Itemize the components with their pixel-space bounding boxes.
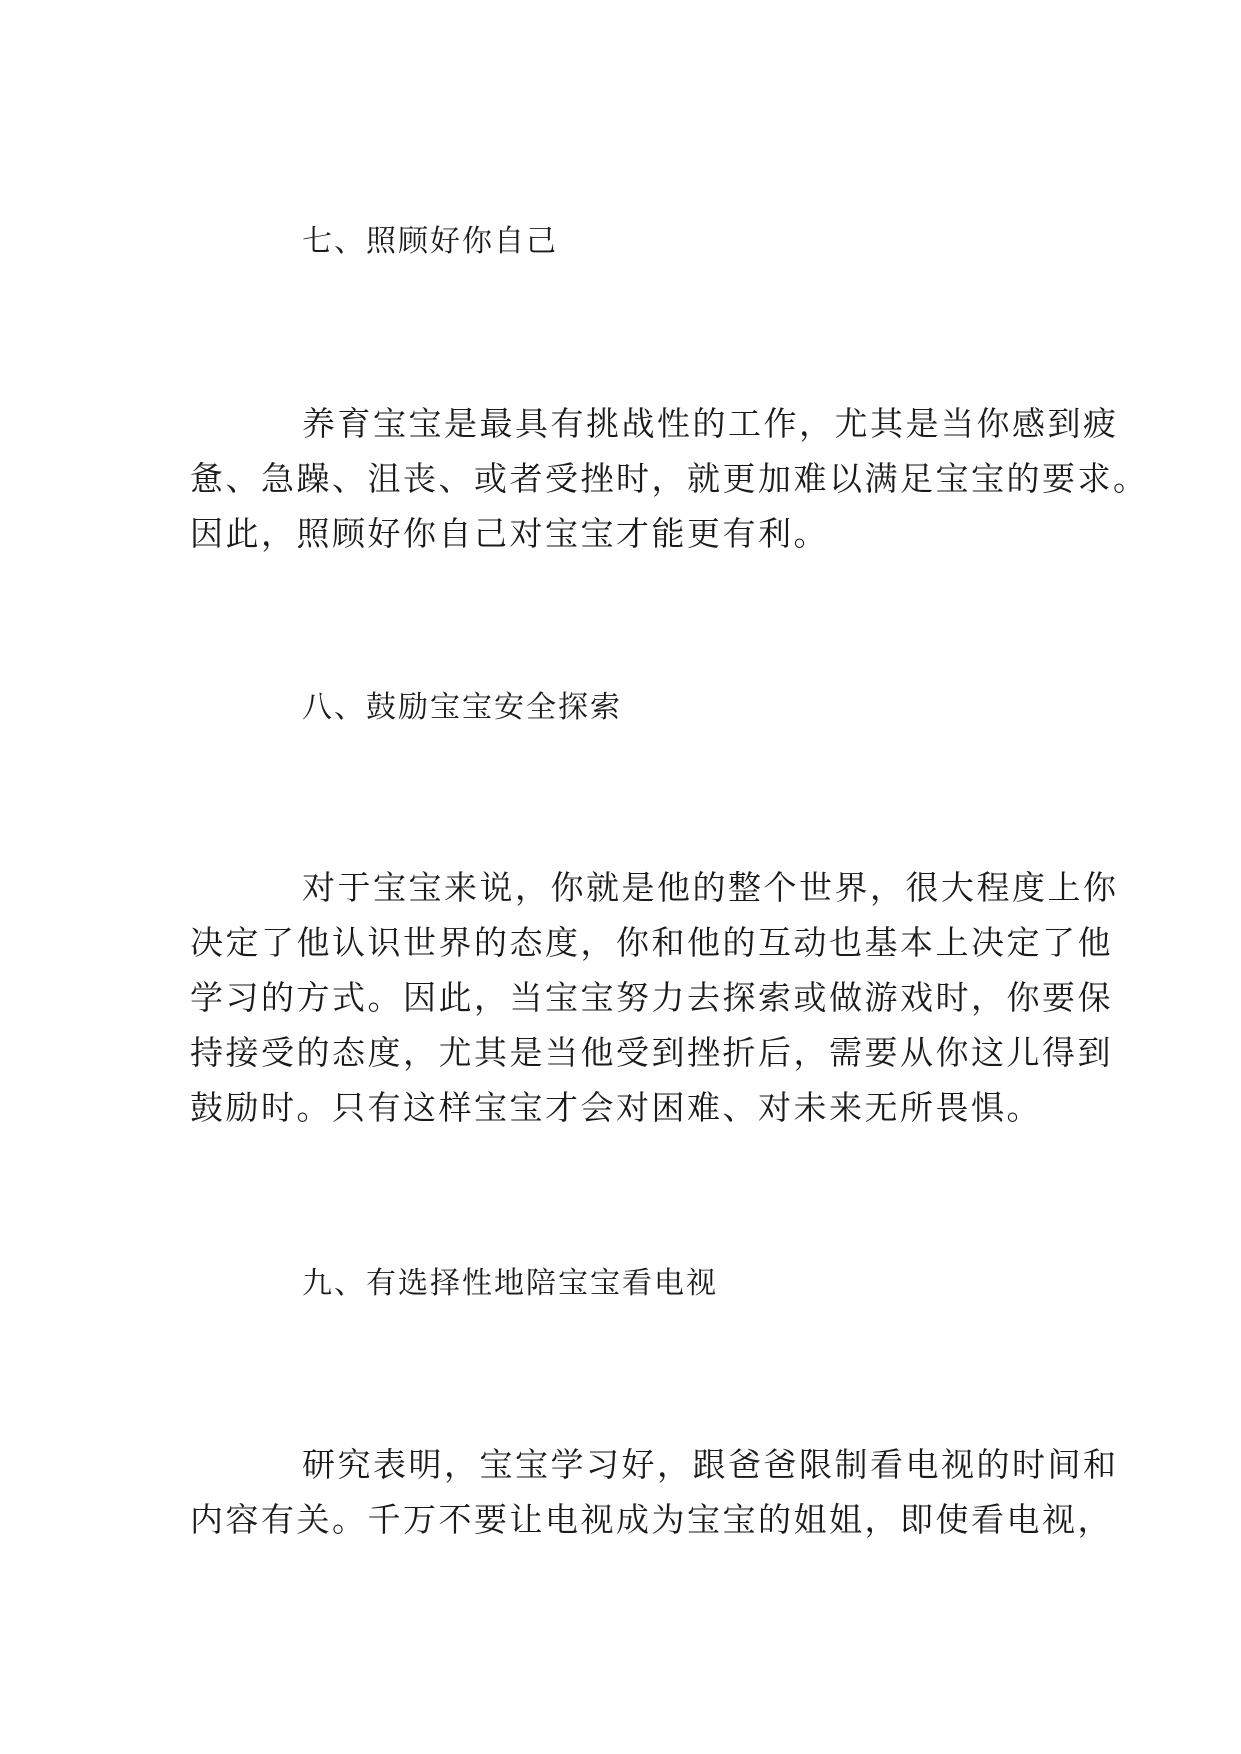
section-heading-9: 九、有选择性地陪宝宝看电视 — [302, 1266, 718, 1301]
section-heading-8: 八、鼓励宝宝安全探索 — [302, 690, 622, 725]
paragraph-line: 鼓励时。只有这样宝宝才会对困难、对未来无所畏惧。 — [190, 1088, 1042, 1127]
paragraph-line: 惫、急躁、沮丧、或者受挫时，就更加难以满足宝宝的要求。 — [190, 459, 1149, 498]
paragraph-line: 持接受的态度，尤其是当他受到挫折后，需要从你这儿得到 — [190, 1033, 1113, 1072]
paragraph-line: 内容有关。千万不要让电视成为宝宝的姐姐，即使看电视， — [190, 1500, 1113, 1539]
paragraph-line: 养育宝宝是最具有挑战性的工作，尤其是当你感到疲 — [302, 404, 1119, 443]
paragraph-line: 因此，照顾好你自己对宝宝才能更有利。 — [190, 514, 829, 553]
section-heading-7: 七、照顾好你自己 — [302, 224, 558, 259]
paragraph-line: 决定了他认识世界的态度，你和他的互动也基本上决定了他 — [190, 923, 1113, 962]
section-paragraph-9 — [190, 1437, 1119, 1547]
paragraph-line: 研究表明，宝宝学习好，跟爸爸限制看电视的时间和 — [302, 1445, 1119, 1484]
paragraph-line: 学习的方式。因此，当宝宝努力去探索或做游戏时，你要保 — [190, 978, 1113, 1017]
section-paragraph-8 — [190, 860, 1119, 1135]
paragraph-line: 对于宝宝来说，你就是他的整个世界，很大程度上你 — [302, 868, 1119, 907]
section-paragraph-7 — [190, 396, 1149, 561]
